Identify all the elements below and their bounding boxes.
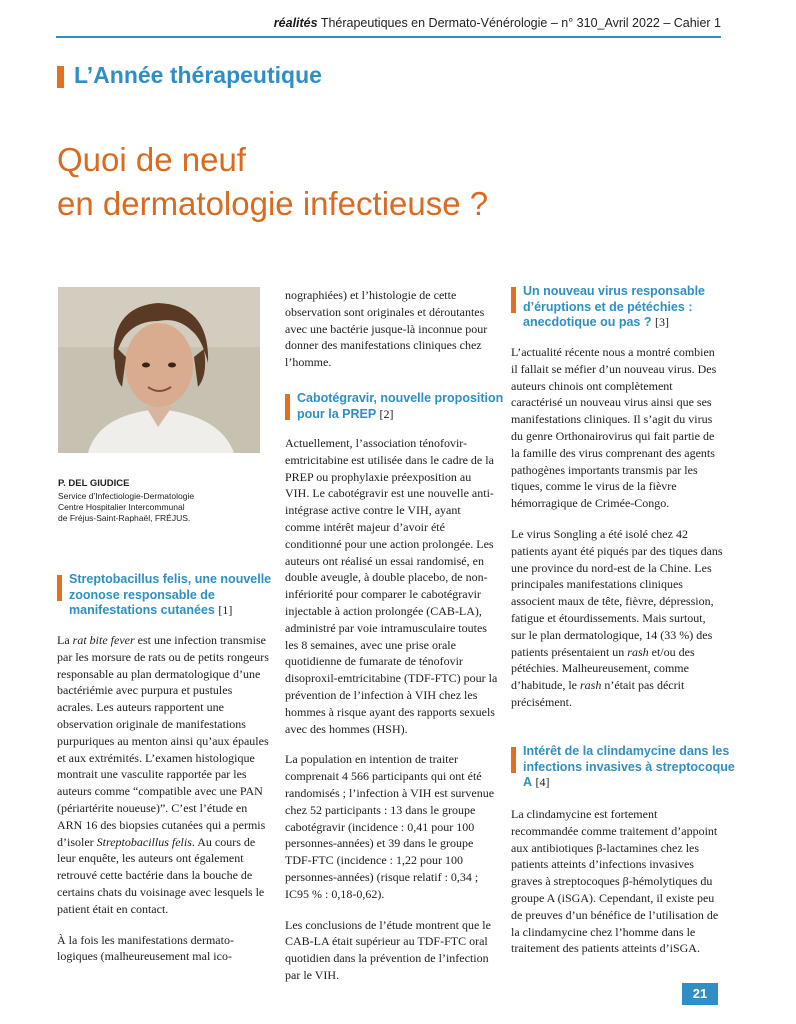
subheading-streptobacillus	[57, 572, 283, 619]
author-name: P. DEL GIUDICE	[58, 478, 130, 489]
subheading-text: Streptobacillus felis, une nouvelle zoonose responsable de manifestations cutanées	[69, 572, 272, 617]
subheading-text: Intérêt de la clindamycine dans les infections invasives à streptocoque A	[523, 744, 735, 789]
subheading-text: Un nouveau virus responsable d’éruptions et de pétéchies : anecdotique ou pas ?	[523, 284, 705, 329]
subheading-text: Cabotégravir, nouvelle proposition pour la PREP	[297, 391, 504, 421]
page-number: 21	[682, 983, 718, 1005]
section-title: L’Année thérapeutique	[74, 62, 322, 88]
reference-marker: [2]	[379, 406, 394, 421]
subheading-clindamycine	[511, 744, 735, 791]
author-affiliation-2: Centre Hospitalier Intercommunal	[58, 502, 185, 512]
text-run: et/ou des pétéchies. Malheureusement, comme d’habitude, le	[511, 644, 695, 693]
paragraph: La clindamycine est fortement recommandée comme traitement d’appoint aux antibiotiques β-lactamines chez les patients atteints d’infections invasives graves à streptocoques β-hémolytiques du groupe A (iSGA). Cependant, il existe peu de preuves d’un bénéfice de l’utilisation de la clindamycine chez l’homme dans le traitement des patients atteints d’iSGA.	[511, 807, 719, 956]
article-title-line1: Quoi de neuf	[57, 141, 246, 178]
text-run: . Au cours de leur enquête, les auteurs ont également retrouvé cette bactérie dans la bouche de certains chats du voisinage avec lesquels le patient était en contact.	[57, 834, 265, 916]
column-2-body	[285, 435, 498, 998]
author-block	[58, 478, 268, 524]
section-marker	[57, 66, 64, 88]
subheading-nouveau-virus	[511, 284, 735, 331]
paragraph: L’actualité récente nous a montré combien il fallait se méfier d’un nouveau virus. Des auteurs chinois ont complètement caractérisé un nouveau virus ainsi que ses manifestations cliniques. Il s’agit du virus du genre Orthonairovirus qui fait partie de la famille des virus comprenant des agents pathogènes importants transmis par les tiques, comme le virus de la fièvre hémorragique de Crimée-Congo.	[511, 345, 717, 511]
paragraph: La population en intention de traiter comprenait 4 566 participants qui ont été randomisés ; l’infection à VIH est survenue chez 52 participants : 13 dans le groupe cabotégravir (incidence : 0,41 pour 100 personnes-années) et 39 dans le groupe TDF-FTC (incidence : 1,22 pour 100 personnes-années) (risque relatif : 0,34 ; IC95 % : 0,18-0,62).	[285, 752, 495, 901]
paragraph: Actuellement, l’association ténofovir-emtricitabine est utilisée dans le cadre de la PREP ou prophylaxie préexposition au VIH. Le cabotégravir est une nouvelle anti-intégrase active contre le VIH, ayant comme intérêt majeur d’avoir été conditionné pour une action prolongée. Les auteurs ont réalisé un essai randomisé, en double aveugle, à double placebo, de non-infériorité pour comparer le cabotégravir injectable à action prolongée (CAB-LA), administré par voie intramusculaire toutes les 8 semaines, avec une prise orale quotidienne de fumarate de ténofovir disoproxil-emtricitabine (TDF-FTC) pour la prévention de l’infection à VIH chez les hommes à risque ayant des rapports sexuels avec des hommes (HSH).	[285, 436, 498, 736]
text-run: Le virus Songling a été isolé chez 42 patients ayant été piqués par des tiques dans une province du nord-est de la Chine. Les principales manifestations cliniques associent maux de tête, fièvre, dépression, fatigue et étourdissements. Mais surtout, sur le plan dermatologique, 14 (33 %) des patients présentaient un	[511, 526, 723, 659]
article-title-line2: en dermatologie infectieuse ?	[57, 185, 489, 222]
column-3	[511, 344, 723, 725]
article-title	[57, 138, 717, 226]
paragraph	[57, 632, 271, 918]
header-rule	[56, 36, 721, 38]
reference-marker: [3]	[654, 315, 669, 329]
text-run: est une infection transmise par les morsure de rats ou de petits rongeurs responsable au plan dermatologique d’une bactériémie avec purpura et pustules acrales. Les auteurs rapportent une observation originale de manifestations purpuriques au menton ainsi qu’aux épaules et aux extrémités. L’examen histologique montrait une vasculite rapportée par les auteurs comme “compatible avec une PAN (périartérite noueuse)”. C’est l’étude en ARN 16 des biopsies cutanées qui a permis d’isoler	[57, 633, 269, 849]
italic-term: rash	[579, 678, 602, 693]
column-1	[57, 632, 271, 965]
column-2	[285, 287, 498, 385]
text-run: n’était pas décrit précisément.	[511, 678, 685, 709]
paragraph-continuation: nographiées) et l’histologie de cette observation sont originales et déroutantes avec une bactérie jusque-là inconnue pour donner des manifestations cliniques chez l’homme.	[285, 288, 488, 370]
author-portrait-icon	[58, 287, 260, 453]
italic-term: Streptobacillus felis	[96, 834, 192, 849]
author-affiliation-3: de Fréjus-Saint-Raphaël, FRÉJUS.	[58, 513, 191, 523]
text-run: La	[57, 633, 73, 647]
italic-term: rash	[627, 644, 649, 659]
reference-marker: [1]	[218, 603, 233, 617]
paragraph: Les conclusions de l’étude montrent que le CAB-LA était supérieur au TDF-FTC oral quotidien dans la prévention de l’infection par le VIH.	[285, 917, 491, 982]
journal-brand: réalités	[273, 16, 318, 30]
paragraph	[511, 526, 723, 711]
author-photo	[58, 287, 260, 453]
subheading-cabotegravir	[285, 391, 510, 422]
reference-marker: [4]	[535, 775, 550, 789]
running-head	[274, 16, 721, 30]
journal-issue: Thérapeutiques en Dermato-Vénérologie – n° 310_Avril 2022 – Cahier 1	[320, 16, 721, 30]
italic-term: rat bite fever	[72, 633, 135, 647]
paragraph-continued: À la fois les manifestations dermato- logiques (malheureusement mal ico-	[57, 932, 234, 964]
column-3-body	[511, 806, 723, 971]
author-affiliation-1: Service d’Infectiologie-Dermatologie	[58, 491, 195, 501]
